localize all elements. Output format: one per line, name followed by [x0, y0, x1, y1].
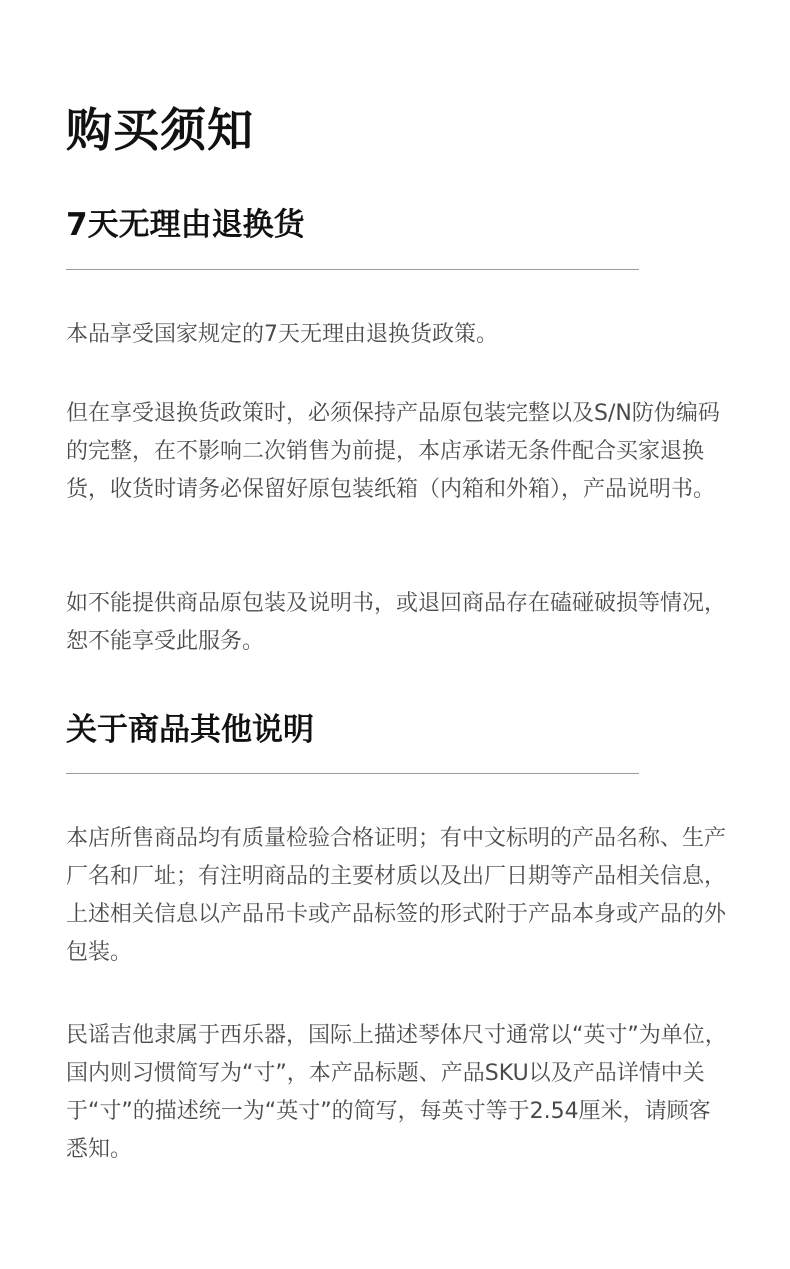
page-title: 购买须知: [66, 103, 254, 157]
section-divider: [66, 773, 639, 774]
size-unit-paragraph: 民谣吉他隶属于西乐器，国际上描述琴体尺寸通常以“英寸”为单位，国内则习惯简写为“寸”，本产品标题、产品SKU以及产品详情中关于“寸”的描述统一为“英寸”的简写，每英寸等于2.54厘米，请顾客悉知。: [66, 1023, 727, 1162]
section-divider: [66, 269, 639, 270]
returns-conditions-paragraph: 但在享受退换货政策时，必须保持产品原包装完整以及S/N防伪编码的完整，在不影响二次销售为前提，本店承诺无条件配合买家退换货，收货时请务必保留好原包装纸箱（内箱和外箱），产品说明书。: [66, 401, 720, 502]
quality-certification-paragraph: 本店所售商品均有质量检验合格证明；有中文标明的产品名称、生产厂名和厂址；有注明商品的主要材质以及出厂日期等产品相关信息，上述相关信息以产品吊卡或产品标签的形式附于产品本身或产品的外包装。: [66, 826, 727, 965]
section-heading-product-notes: 关于商品其他说明: [66, 712, 314, 748]
returns-policy-paragraph: 本品享受国家规定的7天无理由退换货政策。: [66, 322, 498, 347]
returns-exclusion-paragraph: 如不能提供商品原包装及说明书，或退回商品存在磕碰破损等情况，恕不能享受此服务。: [66, 591, 727, 654]
section-heading-returns: 7天无理由退换货: [66, 207, 305, 243]
